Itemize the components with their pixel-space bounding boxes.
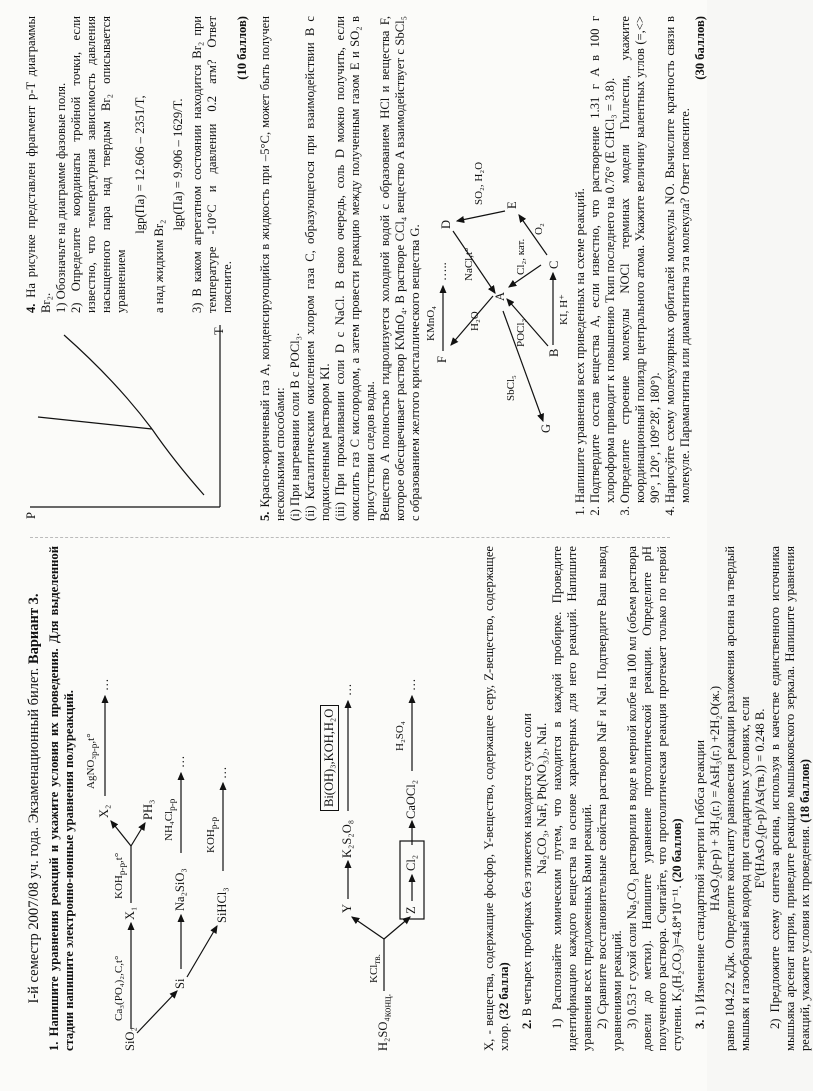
arrow-to-y [352, 917, 384, 939]
scheme-h2so4: H₂SO₄ [394, 721, 406, 751]
scheme-koh2-label: KOH [205, 829, 217, 853]
scheme-k2s2o8: K₂S₂O₈ [340, 819, 354, 858]
column-divider [30, 536, 670, 538]
task1-question: Напишите уравнения реакций и укажите условия их проведения. Для выделенной стадии напишите электронно-ионные уравнения полуреакций. [47, 546, 76, 1051]
scheme5-kih: KI, H⁺ [558, 294, 570, 325]
header-title: I-й семестр 2007/08 уч. года. Экзаменационный билет. [26, 667, 42, 1004]
left-column [26, 546, 812, 1051]
task3-points: (18 баллов) [798, 759, 812, 823]
task3-part2-text: 2) Предложите схему синтеза арсина, используя в качестве единственного источника мышьяка арсенат натрия, приведите реакцию мышьяковского зеркала. Напишите уравнения реакций, укажите условия их проведения. [768, 546, 812, 1051]
arrow-to-x2 [111, 821, 131, 846]
scheme-koh-label: KOH [113, 875, 125, 899]
task1-legend [482, 546, 512, 1051]
task4-eq-liquid: lgp(Па) = 9.906 – 1629/T. [171, 98, 185, 231]
scheme-y: Y [340, 903, 354, 913]
task3-part2 [768, 546, 813, 1051]
scheme-kcl-sub: тв. [372, 954, 383, 965]
scheme-bi-box: Bi(OH)₃,KOH,H₂O [320, 705, 339, 811]
scheme5-h2o: H₂O [469, 311, 481, 331]
scheme-x2: X₂ [97, 804, 111, 818]
pt-vaporization-curve [64, 335, 152, 429]
task5-method-iii: (iii) При прокаливании соли D с NaCl. В свою очередь, соль D можно получить, если окислить газ C кислородом, а затем провести реакцию между полученным газом E и SO₂ в присутствии следов воды. [333, 16, 377, 521]
scheme-x1: X₁ [123, 906, 137, 920]
task3-intro [693, 546, 708, 1051]
task5-description: Вещество A полностью гидролизуется холодной водой с образованием HCl и вещества F, которое обесцвечивает раствор KMnO₄. В растворе CCl₄ вещество A взаимодействует с SbCl₅ с образованием желтого кристаллического вещества G. [378, 16, 422, 521]
scheme5-nacl [463, 248, 475, 281]
task2-part2: 2) Сравните восстановительные свойства растворов NaF и NaI. Подтвердите Ваш вывод уравнениями реакций. [595, 546, 624, 1051]
task3-number: 3. [693, 1019, 707, 1029]
scheme-ph3: PH₃ [141, 799, 155, 820]
scheme5-d: D [439, 219, 453, 229]
scheme-na2sio3: Na₂SiO₃ [173, 868, 187, 911]
task5-q4: 4. Нарисуйте схему молекулярных орбиталей молекулы NO. Вычислите кратность связи в молекуле. Парамагнитна или диамагнитна эта молекула? Ответ поясните. [663, 16, 693, 503]
scheme5-nacl-label: NaCl [463, 257, 475, 281]
task2-intro-text: В четырех пробирках без этикеток находятся сухие соли [520, 713, 534, 1017]
task3-potential: E⁰(HAsO₂(р-р)/As(тв.)) = 0.248 В. [753, 708, 767, 889]
scheme-agno3-temp: ,t° [85, 733, 97, 744]
task5-scheme [423, 16, 573, 521]
pt-melting-curve [38, 417, 152, 429]
task5-intro-text: Красно-коричневый газ A, конденсирующийся в жидкость при –5°С, может быть получен несколькими способами: [258, 15, 287, 521]
scheme-dots-4: … [340, 683, 354, 696]
arrow-to-ph3 [131, 823, 145, 846]
task5-points: (30 баллов) [693, 16, 707, 80]
task2-intro [520, 546, 535, 1051]
scheme-h2so4k-label: H₂SO₄ [376, 1017, 390, 1051]
scheme5-kmno4: KMnO₄ [425, 305, 437, 341]
task1-number: 1. [47, 1041, 61, 1051]
task5-q1: 1. Напишите уравнения всех приведенных на схеме реакций. [573, 16, 588, 503]
task5-q3: 3. Определите строение молекулы NOCl терминах модели Гиллеспи, укажите координационный полиэдр центрального атома. Укажите величину валентных углов (=,<> 90°, 120°, 109°28', 180°). [618, 16, 663, 503]
task2-part3 [625, 546, 685, 1051]
scheme-koh-temp: ,t° [113, 852, 125, 863]
task4-q1: 1) Обозначьте на диаграмме фазовые поля. [54, 82, 68, 313]
scheme-agno3-label: AgNO₃ [85, 755, 97, 789]
scheme5-b: B [547, 348, 561, 357]
scheme5-sbcl5: SbCl₅ [505, 375, 517, 401]
task3-part1b: равно 104.22 кДж. Определите константу равновесия реакции разложения арсина на твердый мышьяк и газообразный водород при стандартных условиях, если [723, 546, 752, 1051]
scheme5-pocl3: POCl₃ [515, 318, 527, 347]
scheme-dots-2: … [173, 755, 187, 768]
scheme-z: Z [404, 906, 418, 914]
arrow-si-sihcl3 [187, 926, 217, 977]
task5-q2: 2. Подтвердите состав вещества A, если известно, что растворение 1.31 г A в 100 г хлороформа приводит к повышению Tкип последнего на 0.76° (E CHCl₃ = 3.8). [588, 16, 618, 503]
scheme-koh2-condition [205, 817, 219, 853]
scheme5-c: C [547, 260, 561, 269]
scheme-dots-1: … [97, 678, 111, 691]
task5-method-ii: (ii) Каталитическим окислением хлором газа C, образующегося при взаимодействии B с подкисленным раствором KI. [303, 16, 332, 521]
scheme-kcl-label: KCl [368, 964, 380, 983]
scheme5-g: G [539, 423, 553, 433]
scheme5-so2h2o: SO₂, H₂O [473, 161, 485, 205]
task5-number: 5. [258, 511, 272, 521]
arrow-e-d [457, 211, 505, 221]
task4-mid: а над жидким Br₂ [152, 219, 166, 313]
right-column [24, 15, 707, 521]
task4-number: 4. [24, 303, 38, 313]
task4-eq-solid: lgp(Па) = 12.606 – 2351/T, [133, 95, 147, 234]
task1-scheme-arrows [77, 546, 292, 1051]
scheme-nh4cl-sub: р-р [167, 798, 178, 811]
pt-axis-p-label: P [24, 512, 38, 519]
task2-number: 2. [520, 1019, 534, 1029]
scheme-dots-5: … [404, 678, 418, 691]
task1-points: (32 балла) [497, 962, 511, 1020]
scheme-h2so4k-sub: конц. [382, 993, 394, 1018]
scheme5-nacl-temp: ,t° [463, 247, 475, 258]
scheme-kcl [368, 954, 382, 983]
task4-intro-text: На рисунке представлен фрагмент p-T диаграммы Br₂. [24, 16, 53, 313]
scheme5-f: F [435, 356, 449, 363]
task5-method-i: (i) При нагревании соли B с POCl₃. [288, 332, 302, 521]
arrow-to-z [384, 917, 410, 939]
scheme-koh-sub: р-р [117, 862, 128, 876]
pt-sublimation-curve [152, 429, 204, 495]
task4-q2: 2) Определите координаты тройной точки, если известно, что температурная зависимость давления насыщенного пара над твердым Br₂ описывается уравнением [69, 16, 128, 313]
task4-points-line [235, 16, 250, 521]
scheme-sio2: SiO₂ [123, 1027, 137, 1051]
task5-intro [258, 16, 288, 521]
arrow-sio2-si [137, 991, 177, 1033]
pt-diagram-svg [24, 321, 229, 521]
task2-part1: 1) Распознайте химическим путем, что находится в каждой пробирке. Проведите идентификацию каждого вещества на основе характерных для него реакций. Напишите уравнения всех предложенных Вами реакций. [550, 546, 594, 1051]
task1-legend-text: X, - вещества, содержащие фосфор, Y-вещество, содержащее серу, Z-вещество, содержащее хлор. [482, 546, 511, 1051]
header-variant: Вариант 3. [26, 593, 42, 665]
task2-part3-text: 3) 0.53 г сухой соли Na₂CO₃ растворили в воде в мерной колбе на 100 мл (объем раствора довели до метки). Напишите уравнение протолитической реакции. Определите pH полученного раствора. Считайте, что протолитическая реакция протекает только по первой ступени. K₂(H₂CO₃)=4.8*10⁻¹¹. [625, 546, 684, 1051]
scheme5-cl2kat: Cl₂, кат. [515, 238, 527, 275]
task3-part1-text: 1) Изменение стандартной энергии Гиббса реакции [693, 739, 707, 1017]
scheme-agno3-condition [85, 733, 99, 789]
scheme-caocl2: CaOCl₂ [404, 779, 418, 819]
task1-scheme [77, 546, 292, 1051]
scheme-sihcl3: SiHCl₃ [215, 887, 229, 923]
scheme-si: Si [173, 978, 187, 989]
task4-q3: 3) В каком агрегатном состоянии находится Br₂ при температуре -10°С и давлении 0.2 атм? Ответ поясните. [190, 16, 234, 313]
scheme-koh2-sub: р-р [209, 816, 220, 830]
pt-axis-t-label: T [212, 327, 226, 335]
task2-points: (20 баллов) [670, 818, 684, 883]
task1-scheme-lower [292, 546, 482, 1051]
scheme5-a: A [493, 291, 507, 301]
scheme5-dots: ….. [435, 262, 449, 281]
task1-text [47, 546, 77, 1051]
task2-salts: Na₂CO₃, NaF, Pb(NO₃)₂, NaI. [535, 722, 549, 875]
scheme5-e: E [505, 201, 519, 209]
pt-diagram [24, 321, 229, 521]
exam-header [26, 546, 43, 1051]
scheme-koh-condition [113, 853, 127, 899]
task4-block [24, 16, 250, 521]
task5-points-line [693, 16, 708, 521]
scheme-ca3po4-condition: Ca₃(PO₄)₂,C,t° [113, 955, 125, 1021]
scheme-h2so4k [376, 994, 394, 1051]
scheme-nh4cl-label: NH₄Cl [163, 810, 175, 841]
scheme-nh4cl-condition [163, 799, 177, 841]
scheme-dots-3: … [215, 766, 229, 779]
scheme-cl2: Cl₂ [404, 854, 418, 871]
scheme-agno3-sub: р-р [89, 743, 100, 756]
task5-questions [573, 16, 693, 521]
scheme5-o2: O₂ [533, 223, 545, 235]
task3-equation: HAsO₂(р-р) + 3H₂(г.) = AsH₃(г.) +2H₂O(ж.) [708, 685, 722, 912]
task4-points: (10 баллов) [235, 16, 249, 80]
